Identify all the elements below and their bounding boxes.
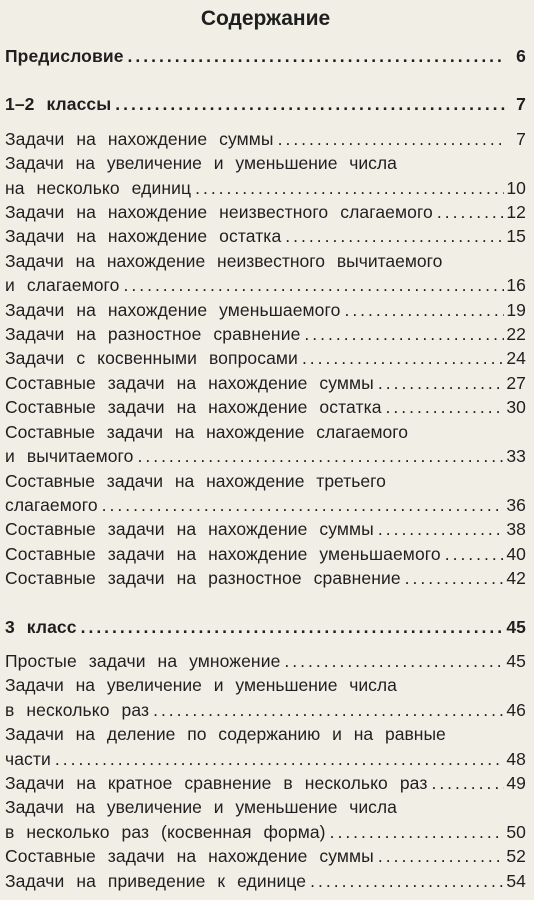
dot-leader	[285, 224, 504, 248]
dot-leader	[153, 698, 504, 722]
heading-spacer	[5, 117, 526, 127]
page-number: 24	[506, 348, 526, 369]
toc-entry-text: Задачи на разностное сравнение	[5, 324, 301, 345]
toc-entry	[5, 542, 526, 566]
page-number: 7	[516, 94, 526, 115]
dot-leader	[344, 298, 504, 322]
dot-leader	[81, 615, 505, 639]
dot-leader	[405, 566, 505, 590]
page-number: 7	[516, 128, 526, 149]
toc-entry-text: Задачи на нахождение суммы	[5, 128, 274, 149]
dot-leader	[386, 395, 505, 419]
page-number: 27	[506, 372, 526, 393]
toc-entry-text: Задачи на приведение к единице	[5, 870, 307, 891]
heading-spacer	[5, 639, 526, 649]
dot-leader	[195, 176, 504, 200]
toc-entry	[5, 517, 526, 541]
page-number: 10	[506, 177, 526, 198]
page-number: 12	[506, 202, 526, 223]
toc-entry-text: и слагаемого	[5, 275, 120, 296]
dot-leader	[284, 649, 504, 673]
dot-leader	[137, 444, 504, 468]
dot-leader	[124, 273, 505, 297]
toc-entry-text: Задачи на нахождение остатка	[5, 226, 282, 247]
dot-leader	[102, 493, 505, 517]
page-number: 50	[506, 821, 526, 842]
toc-entry-line: Задачи на увеличение и уменьшение числа	[5, 675, 397, 696]
toc-entry	[5, 649, 526, 673]
toc-entry	[5, 322, 526, 346]
toc-entry	[5, 395, 526, 419]
toc-entry-line: Составные задачи на нахождение третьего	[5, 470, 386, 491]
toc-entry-line: Задачи на увеличение и уменьшение числа	[5, 153, 397, 174]
section-spacer	[5, 68, 526, 92]
dot-leader	[330, 820, 505, 844]
toc-entry	[5, 273, 526, 297]
page-number: 38	[506, 519, 526, 540]
dot-leader	[55, 747, 504, 771]
toc-entry-line: Составные задачи на нахождение слагаемого	[5, 421, 408, 442]
toc-entry-text: Простые задачи на умножение	[5, 650, 281, 671]
page-title: Содержание	[200, 7, 331, 30]
toc-entry-text: Составные задачи на нахождение уменьшаемого	[5, 543, 441, 564]
toc-entry-text: Задачи с косвенными вопросами	[5, 348, 298, 369]
dot-leader	[437, 200, 504, 224]
toc-entry-text: части	[5, 748, 51, 769]
toc-entry-text: Составные задачи на нахождение остатка	[5, 397, 382, 418]
toc-entry-text: Составные задачи на нахождение суммы	[5, 372, 374, 393]
toc-entry	[5, 869, 526, 893]
page-number: 52	[506, 846, 526, 867]
page-number: 30	[506, 397, 526, 418]
toc-entry	[5, 176, 526, 200]
toc-entry-text: Составные задачи на нахождение суммы	[5, 519, 374, 540]
toc-entry	[5, 698, 526, 722]
toc-entry-text: Задачи на нахождение уменьшаемого	[5, 299, 341, 320]
page-number: 40	[506, 543, 526, 564]
dot-leader	[378, 844, 504, 868]
page-number: 16	[506, 275, 526, 296]
toc-entry	[5, 771, 526, 795]
toc-entry-line: Задачи на деление по содержанию и на равные	[5, 724, 446, 745]
section-heading-text: Предисловие	[5, 46, 124, 66]
toc-entry	[5, 566, 526, 590]
section-heading	[5, 92, 526, 116]
section-heading-text: 1–2 классы	[5, 94, 112, 115]
toc-entry	[5, 200, 526, 224]
toc-entry	[5, 127, 526, 151]
toc-entry	[5, 844, 526, 868]
section-spacer	[5, 591, 526, 615]
page-number: 19	[506, 299, 526, 320]
page-number: 46	[506, 699, 526, 720]
table-of-contents	[5, 38, 526, 893]
toc-entry	[5, 444, 526, 468]
page-number: 54	[506, 870, 526, 891]
page-number: 22	[506, 324, 526, 345]
dot-leader	[378, 517, 504, 541]
toc-entry-text: в несколько раз	[5, 699, 150, 720]
toc-entry-line: Задачи на нахождение неизвестного вычитаемого	[5, 250, 443, 271]
page-number: 45	[506, 616, 526, 637]
toc-entry	[5, 298, 526, 322]
toc-entry	[5, 346, 526, 370]
toc-entry-text: Задачи на кратное сравнение в несколько раз	[5, 772, 428, 793]
page-number: 45	[506, 650, 526, 671]
toc-entry-text: Составные задачи на разностное сравнение	[5, 568, 401, 589]
dot-leader	[278, 127, 506, 151]
dot-leader	[310, 869, 504, 893]
page-number: 6	[516, 46, 526, 66]
toc-entry-text: слагаемого	[5, 494, 98, 515]
toc-entry	[5, 820, 526, 844]
toc-entry-text: Составные задачи на нахождение суммы	[5, 846, 374, 867]
page-number: 42	[506, 568, 526, 589]
toc-entry	[5, 224, 526, 248]
dot-leader	[431, 771, 504, 795]
toc-entry-line: Задачи на увеличение и уменьшение числа	[5, 797, 397, 818]
toc-entry	[5, 371, 526, 395]
dot-leader	[302, 346, 504, 370]
dot-leader	[445, 542, 505, 566]
toc-entry-text: Задачи на нахождение неизвестного слагаемого	[5, 202, 433, 223]
toc-entry-text: в несколько раз (косвенная форма)	[5, 821, 326, 842]
section-heading	[5, 44, 526, 68]
dot-leader	[115, 92, 506, 116]
dot-leader	[128, 44, 506, 68]
page-number: 15	[506, 226, 526, 247]
toc-entry-text: на несколько единиц	[5, 177, 192, 198]
toc-entry	[5, 747, 526, 771]
section-heading-text: 3 класс	[5, 616, 77, 637]
toc-entry	[5, 493, 526, 517]
dot-leader	[304, 322, 504, 346]
page-number: 33	[506, 446, 526, 467]
page-number: 48	[506, 748, 526, 769]
section-heading	[5, 615, 526, 639]
toc-entry-text: и вычитаемого	[5, 446, 134, 467]
page-number: 49	[506, 772, 526, 793]
dot-leader	[378, 371, 504, 395]
page-number: 36	[506, 494, 526, 515]
